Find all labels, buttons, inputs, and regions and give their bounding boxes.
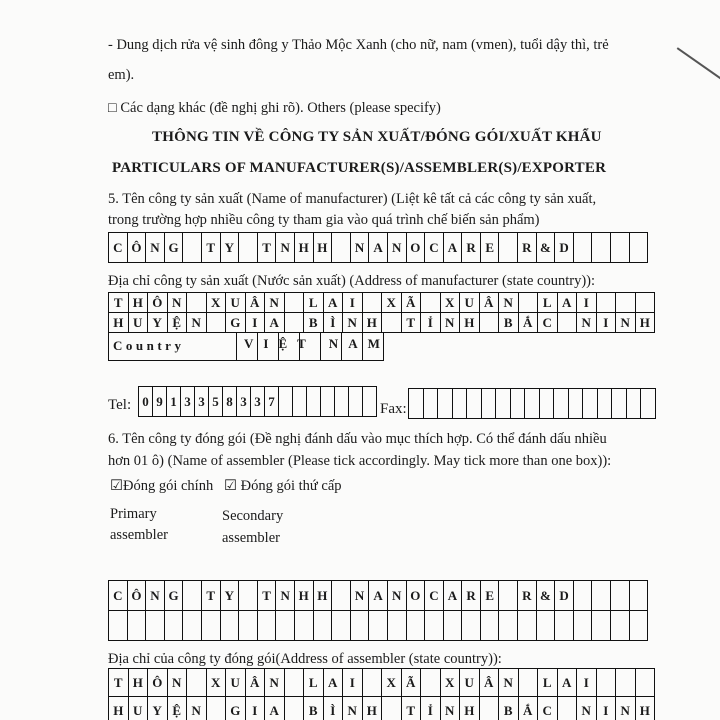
char-box[interactable]: N bbox=[343, 313, 363, 333]
char-box[interactable]: 0 bbox=[139, 387, 153, 417]
char-box[interactable] bbox=[183, 611, 202, 641]
char-box[interactable] bbox=[630, 581, 649, 611]
char-box[interactable] bbox=[407, 611, 426, 641]
char-box[interactable] bbox=[279, 387, 293, 417]
char-box[interactable]: H bbox=[460, 313, 480, 333]
char-box[interactable] bbox=[239, 233, 258, 263]
char-box[interactable] bbox=[187, 293, 207, 313]
char-box[interactable] bbox=[519, 293, 539, 313]
char-box[interactable]: L bbox=[304, 293, 324, 313]
char-box[interactable]: N bbox=[265, 669, 285, 697]
char-box[interactable] bbox=[424, 389, 439, 419]
char-box[interactable]: R bbox=[462, 233, 481, 263]
char-box[interactable]: O bbox=[407, 581, 426, 611]
char-box[interactable] bbox=[641, 389, 656, 419]
char-box[interactable]: N bbox=[577, 313, 597, 333]
char-box[interactable] bbox=[285, 697, 305, 720]
char-box[interactable] bbox=[183, 233, 202, 263]
char-box[interactable] bbox=[363, 293, 383, 313]
char-box[interactable] bbox=[630, 611, 649, 641]
char-box[interactable]: G bbox=[165, 233, 184, 263]
char-box[interactable] bbox=[285, 313, 305, 333]
char-box[interactable]: X bbox=[207, 669, 227, 697]
char-box[interactable]: U bbox=[226, 669, 246, 697]
char-box[interactable]: Ắ bbox=[519, 313, 539, 333]
char-box[interactable]: Ì bbox=[324, 697, 344, 720]
char-box[interactable]: I bbox=[597, 313, 617, 333]
char-box[interactable] bbox=[332, 611, 351, 641]
char-box[interactable] bbox=[496, 389, 511, 419]
intro-line-1: - Dung dịch rửa vệ sinh đông y Thảo Mộc Xanh (cho nữ, nam (vmen), tuổi dậy thì, trẻ bbox=[108, 37, 609, 53]
manufacturer-label-2: trong trường hợp nhiều công ty tham gia vào quá trình chế biến sản phẩm) bbox=[108, 212, 540, 228]
char-box[interactable] bbox=[537, 611, 556, 641]
char-box[interactable]: A bbox=[444, 581, 463, 611]
char-box[interactable]: Â bbox=[480, 293, 500, 313]
char-box[interactable]: B bbox=[304, 313, 324, 333]
page-edge-shadow bbox=[677, 47, 720, 95]
char-box[interactable] bbox=[363, 669, 383, 697]
char-box[interactable] bbox=[165, 611, 184, 641]
char-box[interactable] bbox=[636, 293, 656, 313]
char-box[interactable] bbox=[307, 387, 321, 417]
char-box[interactable] bbox=[462, 611, 481, 641]
char-box[interactable]: T bbox=[258, 581, 277, 611]
char-box[interactable] bbox=[388, 611, 407, 641]
char-box[interactable]: I bbox=[577, 669, 597, 697]
char-box[interactable]: N bbox=[499, 293, 519, 313]
char-box[interactable]: H bbox=[314, 233, 333, 263]
fax-grid[interactable] bbox=[408, 388, 656, 419]
char-box[interactable] bbox=[382, 313, 402, 333]
char-box[interactable]: H bbox=[295, 233, 314, 263]
char-box[interactable]: I bbox=[246, 697, 266, 720]
intro-line-2: em). bbox=[108, 67, 135, 83]
tel-grid[interactable] bbox=[138, 386, 377, 417]
char-box[interactable] bbox=[187, 669, 207, 697]
char-box[interactable]: T bbox=[258, 233, 277, 263]
char-box[interactable] bbox=[511, 389, 526, 419]
char-box[interactable] bbox=[481, 611, 500, 641]
assembler-address-grid[interactable] bbox=[108, 668, 655, 720]
char-box[interactable] bbox=[295, 611, 314, 641]
char-box[interactable]: G bbox=[226, 313, 246, 333]
char-box[interactable] bbox=[574, 611, 593, 641]
char-box[interactable]: N bbox=[187, 313, 207, 333]
char-box[interactable]: C bbox=[109, 233, 128, 263]
char-box[interactable]: D bbox=[555, 581, 574, 611]
char-box[interactable] bbox=[146, 611, 165, 641]
section-title-vi: THÔNG TIN VỀ CÔNG TY SẢN XUẤT/ĐÓNG GÓI/XUẤT KHẨU bbox=[152, 129, 602, 145]
char-box[interactable]: 8 bbox=[223, 387, 237, 417]
secondary-assembler-checkbox[interactable]: ☑ Đóng gói thứ cấp bbox=[224, 478, 342, 494]
char-box[interactable] bbox=[467, 389, 482, 419]
char-box[interactable]: 9 bbox=[153, 387, 167, 417]
char-box[interactable]: A bbox=[558, 669, 578, 697]
char-box[interactable]: G bbox=[165, 581, 184, 611]
char-box[interactable]: 3 bbox=[251, 387, 265, 417]
manufacturer-name-grid[interactable] bbox=[108, 232, 648, 263]
char-box[interactable]: C bbox=[538, 697, 558, 720]
char-box[interactable] bbox=[482, 389, 497, 419]
char-box[interactable]: Ô bbox=[128, 581, 147, 611]
secondary-en-1: Secondary bbox=[222, 508, 284, 524]
char-box[interactable]: I bbox=[577, 293, 597, 313]
char-box[interactable] bbox=[583, 389, 598, 419]
char-box[interactable]: N bbox=[276, 233, 295, 263]
assembler-address-label: Địa chỉ của công ty đóng gói(Address of assembler (state country)): bbox=[108, 651, 502, 667]
tel-label: Tel: bbox=[108, 397, 132, 413]
char-box[interactable] bbox=[239, 611, 258, 641]
char-box[interactable]: A bbox=[265, 313, 285, 333]
char-box[interactable]: Ệ bbox=[168, 313, 188, 333]
char-box[interactable]: X bbox=[382, 669, 402, 697]
char-box[interactable] bbox=[202, 611, 221, 641]
char-box[interactable]: L bbox=[304, 669, 324, 697]
char-box[interactable] bbox=[207, 313, 227, 333]
char-box[interactable] bbox=[335, 387, 349, 417]
char-box[interactable]: A bbox=[444, 233, 463, 263]
char-box[interactable] bbox=[183, 581, 202, 611]
char-box[interactable] bbox=[592, 233, 611, 263]
char-box[interactable] bbox=[598, 389, 613, 419]
char-box[interactable] bbox=[444, 611, 463, 641]
char-box[interactable]: I bbox=[597, 697, 617, 720]
char-box[interactable]: Ô bbox=[128, 233, 147, 263]
char-box[interactable] bbox=[597, 669, 617, 697]
manufacturer-label-1: 5. Tên công ty sản xuất (Name of manufacturer) (Liệt kê tất cả các công ty sản xuất, bbox=[108, 191, 597, 207]
char-box[interactable]: E bbox=[481, 581, 500, 611]
char-box[interactable]: N bbox=[168, 293, 188, 313]
char-box[interactable]: T bbox=[402, 697, 422, 720]
char-box[interactable]: N bbox=[351, 581, 370, 611]
char-box[interactable]: H bbox=[129, 293, 149, 313]
char-box[interactable]: Y bbox=[148, 313, 168, 333]
char-box[interactable]: Y bbox=[148, 697, 168, 720]
char-box[interactable]: N bbox=[343, 697, 363, 720]
char-box[interactable]: H bbox=[129, 669, 149, 697]
char-box[interactable] bbox=[611, 233, 630, 263]
char-box[interactable]: C bbox=[109, 581, 128, 611]
char-box[interactable] bbox=[525, 389, 540, 419]
char-box[interactable] bbox=[616, 669, 636, 697]
char-box[interactable]: Ì bbox=[324, 313, 344, 333]
char-box[interactable]: T bbox=[202, 581, 221, 611]
char-box[interactable]: E bbox=[481, 233, 500, 263]
manufacturer-address-grid[interactable] bbox=[108, 292, 655, 333]
char-box[interactable] bbox=[276, 611, 295, 641]
char-box[interactable] bbox=[421, 669, 441, 697]
char-box[interactable] bbox=[636, 669, 656, 697]
char-box[interactable]: N bbox=[499, 669, 519, 697]
char-box[interactable]: L bbox=[538, 669, 558, 697]
char-box[interactable] bbox=[425, 611, 444, 641]
char-box[interactable]: Â bbox=[246, 293, 266, 313]
char-box[interactable]: H bbox=[295, 581, 314, 611]
char-box[interactable] bbox=[314, 611, 333, 641]
char-box[interactable] bbox=[453, 389, 468, 419]
char-box[interactable] bbox=[569, 389, 584, 419]
char-box[interactable]: 1 bbox=[167, 387, 181, 417]
char-box[interactable] bbox=[480, 697, 500, 720]
char-box[interactable] bbox=[499, 233, 518, 263]
char-box[interactable] bbox=[332, 581, 351, 611]
char-box[interactable]: Ỉ bbox=[421, 313, 441, 333]
char-box[interactable] bbox=[630, 233, 649, 263]
assembler-name-grid[interactable] bbox=[108, 580, 648, 641]
char-box[interactable]: A bbox=[324, 293, 344, 313]
char-box[interactable]: & bbox=[537, 581, 556, 611]
char-box[interactable] bbox=[627, 389, 642, 419]
char-box[interactable]: N bbox=[577, 697, 597, 720]
char-box[interactable] bbox=[128, 611, 147, 641]
fax-label: Fax: bbox=[380, 401, 407, 417]
char-box[interactable]: 3 bbox=[237, 387, 251, 417]
char-box[interactable]: H bbox=[636, 313, 656, 333]
char-box[interactable]: U bbox=[460, 669, 480, 697]
char-box[interactable] bbox=[293, 387, 307, 417]
char-box[interactable] bbox=[540, 389, 555, 419]
char-box[interactable] bbox=[597, 293, 617, 313]
assembler-label-1: 6. Tên công ty đóng gói (Đề nghị đánh dấu vào mục thích hợp. Có thể đánh dấu nhiều bbox=[108, 431, 607, 447]
others-option: □ Các dạng khác (đề nghị ghi rõ). Others (please specify) bbox=[108, 100, 441, 116]
char-box[interactable] bbox=[109, 611, 128, 641]
char-box[interactable] bbox=[382, 697, 402, 720]
char-box[interactable]: 5 bbox=[209, 387, 223, 417]
char-box[interactable]: R bbox=[462, 581, 481, 611]
char-box[interactable] bbox=[285, 293, 305, 313]
char-box[interactable] bbox=[499, 611, 518, 641]
char-box[interactable]: Ô bbox=[148, 669, 168, 697]
char-box[interactable]: I bbox=[343, 293, 363, 313]
char-box[interactable]: G bbox=[226, 697, 246, 720]
char-box[interactable]: N bbox=[265, 293, 285, 313]
char-box[interactable]: U bbox=[460, 293, 480, 313]
char-box[interactable] bbox=[592, 581, 611, 611]
char-box[interactable]: N bbox=[276, 581, 295, 611]
char-box[interactable] bbox=[612, 389, 627, 419]
char-box[interactable] bbox=[421, 293, 441, 313]
char-box[interactable]: & bbox=[537, 233, 556, 263]
char-box[interactable] bbox=[480, 313, 500, 333]
char-box[interactable] bbox=[518, 611, 537, 641]
char-box[interactable]: Ỉ bbox=[421, 697, 441, 720]
section-title-en: PARTICULARS OF MANUFACTURER(S)/ASSEMBLER(S)/EXPORTER bbox=[112, 160, 607, 176]
char-box[interactable]: R bbox=[518, 233, 537, 263]
char-box[interactable]: X bbox=[441, 669, 461, 697]
char-box[interactable] bbox=[207, 697, 227, 720]
char-box[interactable] bbox=[554, 389, 569, 419]
char-box[interactable]: Â bbox=[480, 669, 500, 697]
char-box[interactable]: H bbox=[314, 581, 333, 611]
char-box[interactable]: N bbox=[388, 233, 407, 263]
char-box[interactable] bbox=[611, 581, 630, 611]
assembler-label-2: hơn 01 ô) (Name of assembler (Please tick accordingly. May tick more than one box)): bbox=[108, 453, 612, 469]
char-box[interactable]: 3 bbox=[195, 387, 209, 417]
char-box[interactable] bbox=[592, 611, 611, 641]
char-box[interactable]: Ắ bbox=[519, 697, 539, 720]
char-box[interactable] bbox=[349, 387, 363, 417]
primary-assembler-checkbox[interactable]: ☑Đóng gói chính bbox=[110, 478, 214, 494]
char-box[interactable]: A bbox=[369, 233, 388, 263]
char-box[interactable]: R bbox=[518, 581, 537, 611]
country-label: Country bbox=[113, 338, 185, 353]
char-box[interactable] bbox=[258, 611, 277, 641]
char-box[interactable]: C bbox=[425, 233, 444, 263]
char-box[interactable]: T bbox=[402, 313, 422, 333]
char-box[interactable]: L bbox=[538, 293, 558, 313]
char-box[interactable]: N bbox=[441, 697, 461, 720]
char-box[interactable]: I bbox=[343, 669, 363, 697]
char-box[interactable]: D bbox=[555, 233, 574, 263]
char-box[interactable]: X bbox=[382, 293, 402, 313]
char-box[interactable] bbox=[499, 581, 518, 611]
char-box[interactable] bbox=[574, 233, 593, 263]
char-box[interactable]: Ệ bbox=[168, 697, 188, 720]
char-box[interactable] bbox=[285, 669, 305, 697]
primary-en-2: assembler bbox=[110, 527, 168, 543]
char-box[interactable]: Y bbox=[221, 581, 240, 611]
char-box[interactable]: N bbox=[616, 313, 636, 333]
primary-en-1: Primary bbox=[110, 506, 157, 522]
char-box[interactable]: B bbox=[499, 697, 519, 720]
char-box[interactable]: H bbox=[460, 697, 480, 720]
char-box[interactable]: N bbox=[187, 697, 207, 720]
char-box[interactable]: 3 bbox=[181, 387, 195, 417]
char-box[interactable]: 7 bbox=[265, 387, 279, 417]
char-box[interactable]: T bbox=[202, 233, 221, 263]
char-box[interactable]: U bbox=[226, 293, 246, 313]
char-box[interactable] bbox=[616, 293, 636, 313]
char-box[interactable]: H bbox=[363, 313, 383, 333]
char-box[interactable]: N bbox=[441, 313, 461, 333]
char-box[interactable]: H bbox=[109, 313, 129, 333]
char-box[interactable] bbox=[555, 611, 574, 641]
char-box[interactable] bbox=[558, 697, 578, 720]
manufacturer-address-label: Địa chỉ công ty sản xuất (Nước sản xuất) (Address of manufacturer (state country)): bbox=[108, 273, 596, 289]
char-box[interactable] bbox=[221, 611, 240, 641]
char-box[interactable]: B bbox=[304, 697, 324, 720]
char-box[interactable] bbox=[239, 581, 258, 611]
char-box[interactable]: N bbox=[616, 697, 636, 720]
char-box[interactable] bbox=[351, 611, 370, 641]
char-box[interactable]: Ã bbox=[402, 293, 422, 313]
char-box[interactable]: N bbox=[351, 233, 370, 263]
char-box[interactable] bbox=[332, 233, 351, 263]
char-box[interactable]: X bbox=[207, 293, 227, 313]
char-box[interactable]: A bbox=[369, 581, 388, 611]
char-box[interactable] bbox=[558, 313, 578, 333]
char-box[interactable] bbox=[611, 611, 630, 641]
char-box[interactable]: A bbox=[265, 697, 285, 720]
char-box[interactable]: O bbox=[407, 233, 426, 263]
char-box[interactable]: H bbox=[109, 697, 129, 720]
char-box[interactable] bbox=[369, 611, 388, 641]
country-value: VIỆT NAM bbox=[244, 336, 390, 351]
char-box[interactable]: N bbox=[146, 233, 165, 263]
char-box[interactable]: U bbox=[129, 313, 149, 333]
char-box[interactable]: N bbox=[168, 669, 188, 697]
char-box[interactable]: C bbox=[538, 313, 558, 333]
char-box[interactable]: N bbox=[388, 581, 407, 611]
char-box[interactable]: Â bbox=[246, 669, 266, 697]
char-box[interactable]: N bbox=[146, 581, 165, 611]
char-box[interactable] bbox=[519, 669, 539, 697]
char-box[interactable]: H bbox=[636, 697, 656, 720]
char-box[interactable]: T bbox=[109, 669, 129, 697]
char-box[interactable]: Y bbox=[221, 233, 240, 263]
char-box[interactable]: B bbox=[499, 313, 519, 333]
char-box[interactable] bbox=[321, 387, 335, 417]
secondary-en-2: assembler bbox=[222, 530, 280, 546]
char-box[interactable] bbox=[438, 389, 453, 419]
char-box[interactable]: A bbox=[324, 669, 344, 697]
char-box[interactable]: X bbox=[441, 293, 461, 313]
char-box[interactable]: I bbox=[246, 313, 266, 333]
char-box[interactable] bbox=[363, 387, 377, 417]
char-box[interactable] bbox=[409, 389, 424, 419]
char-box[interactable] bbox=[574, 581, 593, 611]
char-box[interactable]: U bbox=[129, 697, 149, 720]
char-box[interactable]: C bbox=[425, 581, 444, 611]
char-box[interactable]: Ô bbox=[148, 293, 168, 313]
char-box[interactable]: T bbox=[109, 293, 129, 313]
char-box[interactable]: Ã bbox=[402, 669, 422, 697]
char-box[interactable]: A bbox=[558, 293, 578, 313]
char-box[interactable]: H bbox=[363, 697, 383, 720]
